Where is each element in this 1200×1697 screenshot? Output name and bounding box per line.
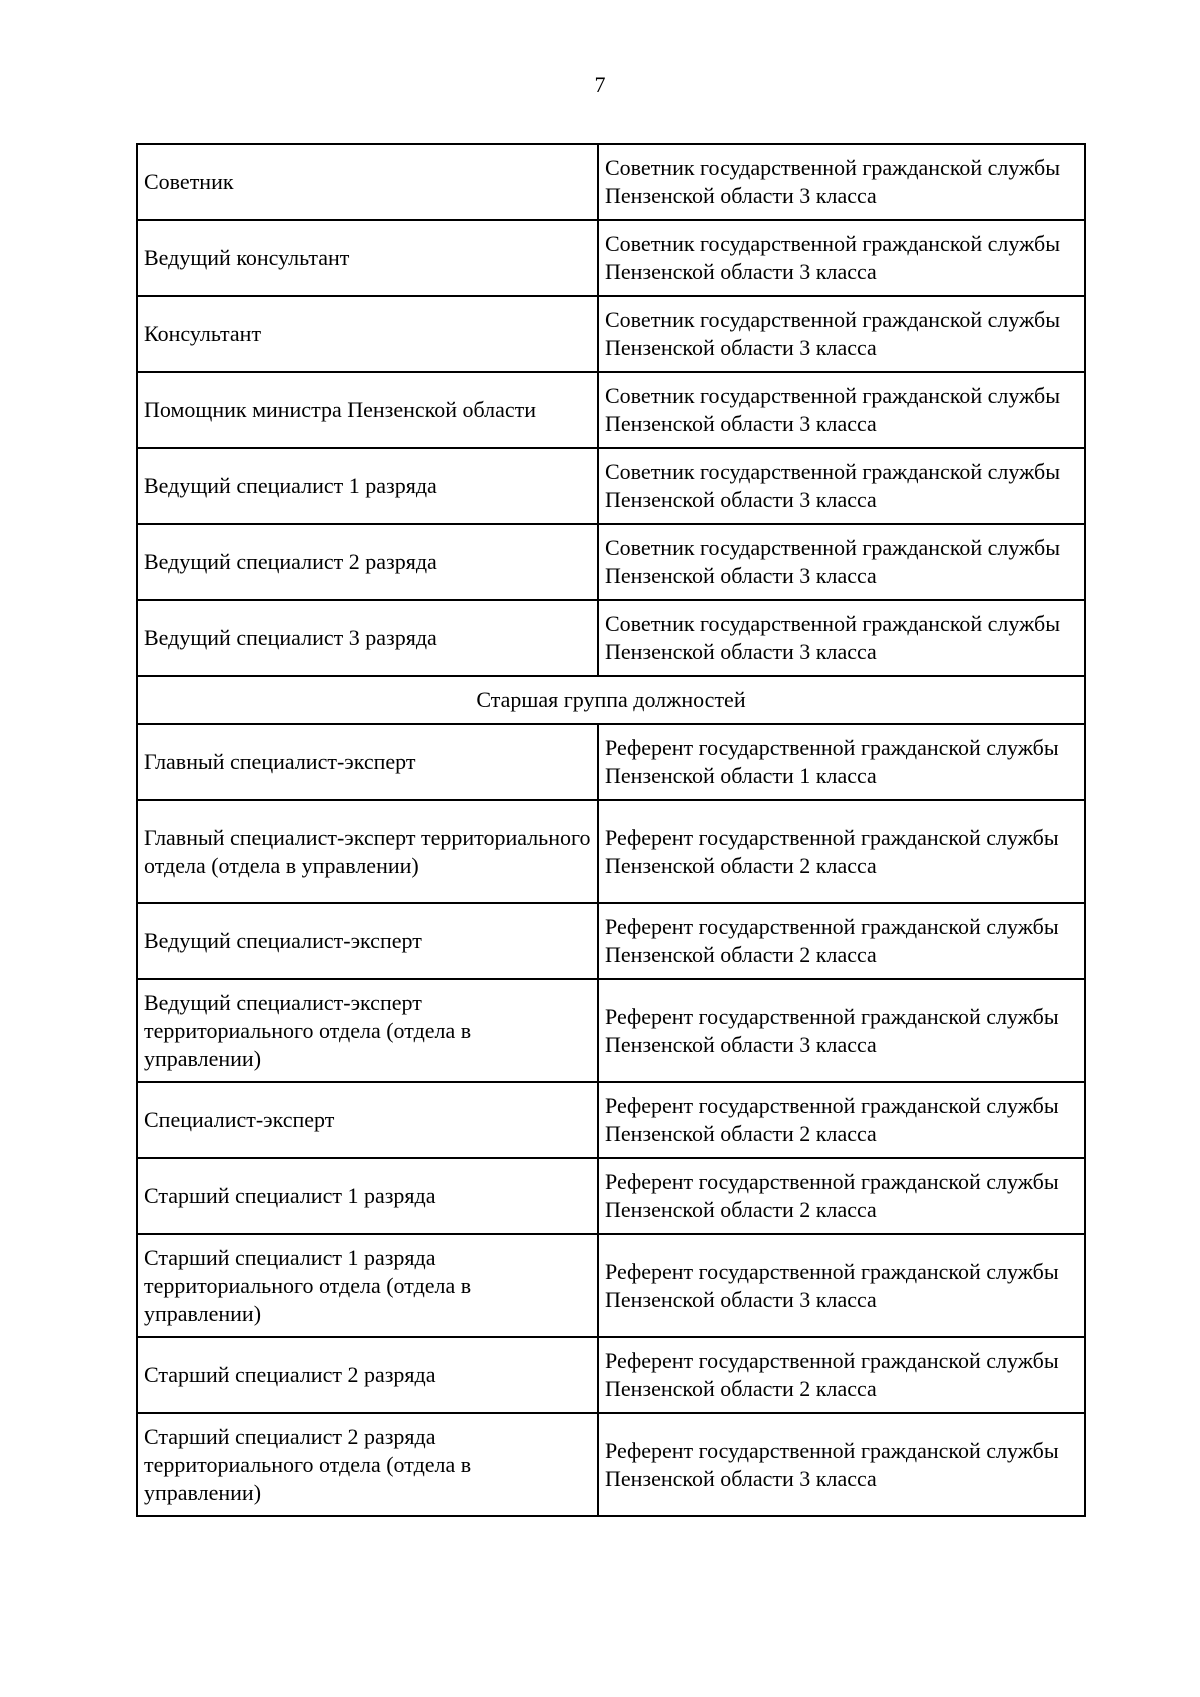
position-cell: Ведущий специалист-эксперт территориального отдела (отдела в управлении) xyxy=(137,979,598,1082)
rank-cell: Советник государственной гражданской службы Пензенской области 3 класса xyxy=(598,372,1085,448)
rank-cell: Референт государственной гражданской службы Пензенской области 3 класса xyxy=(598,1413,1085,1516)
position-cell: Консультант xyxy=(137,296,598,372)
position-cell: Ведущий специалист 3 разряда xyxy=(137,600,598,676)
position-cell: Старший специалист 2 разряда территориального отдела (отдела в управлении) xyxy=(137,1413,598,1516)
group-heading-row xyxy=(137,676,1085,724)
rank-cell: Референт государственной гражданской службы Пензенской области 2 класса xyxy=(598,800,1085,903)
table-row xyxy=(137,800,1085,903)
table-row xyxy=(137,724,1085,800)
position-cell: Старший специалист 2 разряда xyxy=(137,1337,598,1413)
rank-cell: Советник государственной гражданской службы Пензенской области 3 класса xyxy=(598,524,1085,600)
rank-cell: Советник государственной гражданской службы Пензенской области 3 класса xyxy=(598,296,1085,372)
position-cell: Помощник министра Пензенской области xyxy=(137,372,598,448)
rank-cell: Референт государственной гражданской службы Пензенской области 2 класса xyxy=(598,1082,1085,1158)
table-row xyxy=(137,1413,1085,1516)
rank-cell: Советник государственной гражданской службы Пензенской области 3 класса xyxy=(598,448,1085,524)
table-row xyxy=(137,372,1085,448)
table-row xyxy=(137,1234,1085,1337)
positions-table xyxy=(136,143,1086,1517)
position-cell: Главный специалист-эксперт xyxy=(137,724,598,800)
rank-cell: Советник государственной гражданской службы Пензенской области 3 класса xyxy=(598,144,1085,220)
position-cell: Ведущий специалист-эксперт xyxy=(137,903,598,979)
table-row xyxy=(137,448,1085,524)
rank-cell: Советник государственной гражданской службы Пензенской области 3 класса xyxy=(598,600,1085,676)
position-cell: Старший специалист 1 разряда территориального отдела (отдела в управлении) xyxy=(137,1234,598,1337)
position-cell: Ведущий специалист 1 разряда xyxy=(137,448,598,524)
group-heading: Старшая группа должностей xyxy=(137,676,1085,724)
table-row xyxy=(137,1082,1085,1158)
position-cell: Ведущий специалист 2 разряда xyxy=(137,524,598,600)
rank-cell: Референт государственной гражданской службы Пензенской области 2 класса xyxy=(598,903,1085,979)
table-row xyxy=(137,296,1085,372)
rank-cell: Референт государственной гражданской службы Пензенской области 1 класса xyxy=(598,724,1085,800)
table-row xyxy=(137,1158,1085,1234)
table-row xyxy=(137,903,1085,979)
table-row xyxy=(137,1337,1085,1413)
table-row xyxy=(137,524,1085,600)
rank-cell: Референт государственной гражданской службы Пензенской области 2 класса xyxy=(598,1337,1085,1413)
page-number: 7 xyxy=(594,72,606,97)
table-row xyxy=(137,220,1085,296)
position-cell: Советник xyxy=(137,144,598,220)
table-row xyxy=(137,979,1085,1082)
rank-cell: Референт государственной гражданской службы Пензенской области 3 класса xyxy=(598,979,1085,1082)
position-cell: Главный специалист-эксперт территориального отдела (отдела в управлении) xyxy=(137,800,598,903)
rank-cell: Референт государственной гражданской службы Пензенской области 3 класса xyxy=(598,1234,1085,1337)
table-row xyxy=(137,144,1085,220)
position-cell: Специалист-эксперт xyxy=(137,1082,598,1158)
table-row xyxy=(137,600,1085,676)
rank-cell: Референт государственной гражданской службы Пензенской области 2 класса xyxy=(598,1158,1085,1234)
position-cell: Старший специалист 1 разряда xyxy=(137,1158,598,1234)
position-cell: Ведущий консультант xyxy=(137,220,598,296)
rank-cell: Советник государственной гражданской службы Пензенской области 3 класса xyxy=(598,220,1085,296)
